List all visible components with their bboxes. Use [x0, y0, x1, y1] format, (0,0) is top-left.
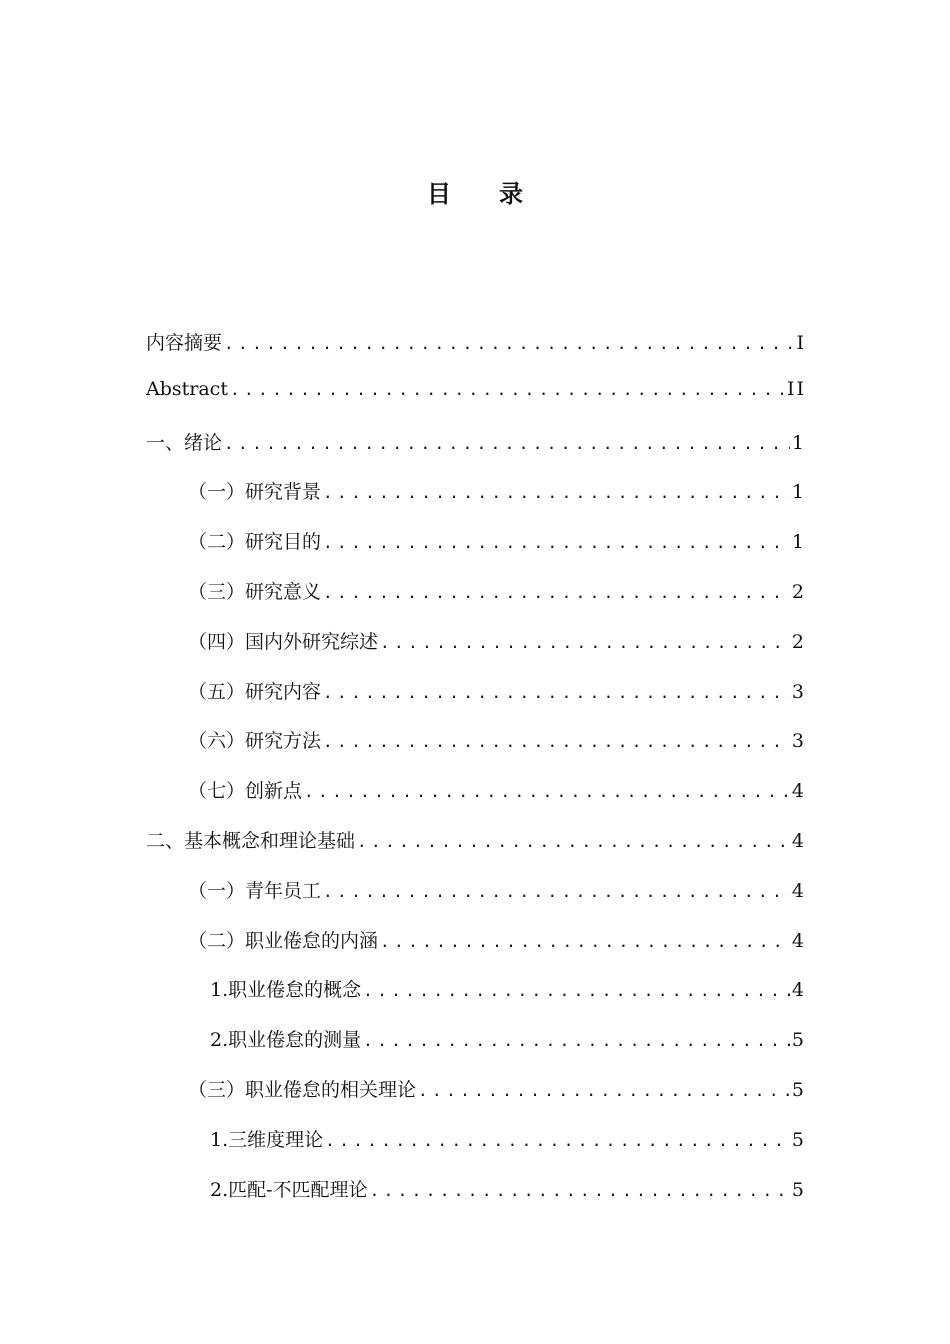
toc-entry-label: 匹配-不匹配理论: [228, 1178, 368, 1201]
toc-entry-page-number: 1: [791, 431, 806, 454]
toc-entry[interactable]: [146, 776, 806, 826]
toc-entry-page-number: 2: [791, 630, 806, 653]
toc-entry-page-number: 2: [791, 580, 806, 603]
toc-entry[interactable]: [146, 577, 806, 627]
toc-entry-page-number: II: [786, 377, 806, 400]
toc-entry-label: （三）职业倦怠的相关理论: [188, 1078, 417, 1101]
toc-leader-dots: [304, 782, 790, 801]
toc-entry[interactable]: [146, 826, 806, 876]
toc-leader-dots: [323, 583, 790, 602]
toc-entry-page-number: 4: [791, 780, 806, 803]
toc-entry[interactable]: [146, 1025, 806, 1075]
toc-entry[interactable]: [146, 627, 806, 677]
toc-entry-page-number: 1: [791, 531, 806, 554]
toc-leader-dots: [323, 732, 790, 751]
toc-leader-dots: [370, 1181, 790, 1200]
toc-leader-dots: [380, 932, 790, 951]
toc-entry-number: 2.: [210, 1029, 229, 1052]
toc-entry[interactable]: [146, 1125, 806, 1175]
toc-entry[interactable]: [146, 428, 806, 478]
toc-entry-page-number: 4: [791, 929, 806, 952]
page-title: [0, 174, 950, 209]
page-title-char-2: 录: [499, 180, 523, 208]
toc-leader-dots: [363, 981, 790, 1000]
toc-entry-page-number: 5: [791, 1128, 806, 1151]
toc-entry-label: （二）研究目的: [188, 531, 322, 554]
toc-entry[interactable]: [146, 677, 806, 727]
toc-leader-dots: [323, 533, 790, 552]
toc-leader-dots: [418, 1081, 790, 1100]
toc-entry[interactable]: [146, 1075, 806, 1125]
toc-leader-dots: [323, 882, 790, 901]
toc-entry[interactable]: [146, 1175, 806, 1225]
toc-leader-dots: [357, 832, 790, 851]
toc-entry-label: （二）职业倦怠的内涵: [188, 929, 379, 952]
toc-entry-label: 二、基本概念和理论基础: [146, 829, 356, 852]
toc-entry-label: 职业倦怠的测量: [228, 1029, 362, 1052]
toc-entry-page-number: 4: [791, 829, 806, 852]
toc-entry-label: 内容摘要: [146, 332, 223, 354]
toc-entry[interactable]: [146, 527, 806, 577]
toc-entry-label: （四）国内外研究综述: [188, 630, 379, 653]
toc-entry-label: （一）青年员工: [188, 879, 322, 902]
toc-leader-dots: [230, 380, 785, 399]
toc-entry-page-number: 3: [791, 680, 806, 703]
toc-entry[interactable]: [146, 926, 806, 976]
table-of-contents: [146, 328, 806, 1224]
toc-entry-page-number: 4: [791, 879, 806, 902]
toc-entry-label: （七）创新点: [188, 780, 303, 803]
toc-entry[interactable]: [146, 726, 806, 776]
toc-entry-page-number: 5: [791, 1078, 806, 1101]
toc-entry-page-number: I: [796, 332, 806, 354]
toc-leader-dots: [323, 483, 790, 502]
toc-entry-label: 职业倦怠的概念: [228, 979, 362, 1002]
toc-entry[interactable]: [146, 378, 806, 428]
toc-leader-dots: [323, 683, 790, 702]
toc-entry-label: （一）研究背景: [188, 481, 322, 504]
toc-entry[interactable]: [146, 876, 806, 926]
toc-entry-label: （三）研究意义: [188, 580, 322, 603]
toc-entry[interactable]: [146, 477, 806, 527]
toc-leader-dots: [363, 1031, 790, 1050]
toc-entry-page-number: 3: [791, 730, 806, 753]
toc-entry-page-number: 1: [791, 481, 806, 504]
toc-entry-page-number: 5: [791, 1029, 806, 1052]
toc-leader-dots: [380, 633, 790, 652]
toc-entry-label: 三维度理论: [228, 1128, 324, 1151]
toc-entry-page-number: 4: [791, 979, 806, 1002]
toc-leader-dots: [224, 434, 790, 453]
toc-entry-number: 2.: [210, 1178, 229, 1201]
toc-entry-label: （五）研究内容: [188, 680, 322, 703]
toc-entry-number: 1.: [210, 979, 229, 1002]
toc-leader-dots: [224, 334, 794, 353]
toc-entry[interactable]: [146, 975, 806, 1025]
toc-entry-label: Abstract: [146, 377, 228, 400]
toc-entry-label: （六）研究方法: [188, 730, 322, 753]
toc-entry[interactable]: [146, 328, 806, 378]
toc-leader-dots: [325, 1131, 790, 1150]
toc-entry-page-number: 5: [791, 1178, 806, 1201]
toc-entry-label: 一、绪论: [146, 431, 223, 454]
toc-entry-number: 1.: [210, 1128, 229, 1151]
page-title-char-1: 目: [427, 180, 451, 208]
